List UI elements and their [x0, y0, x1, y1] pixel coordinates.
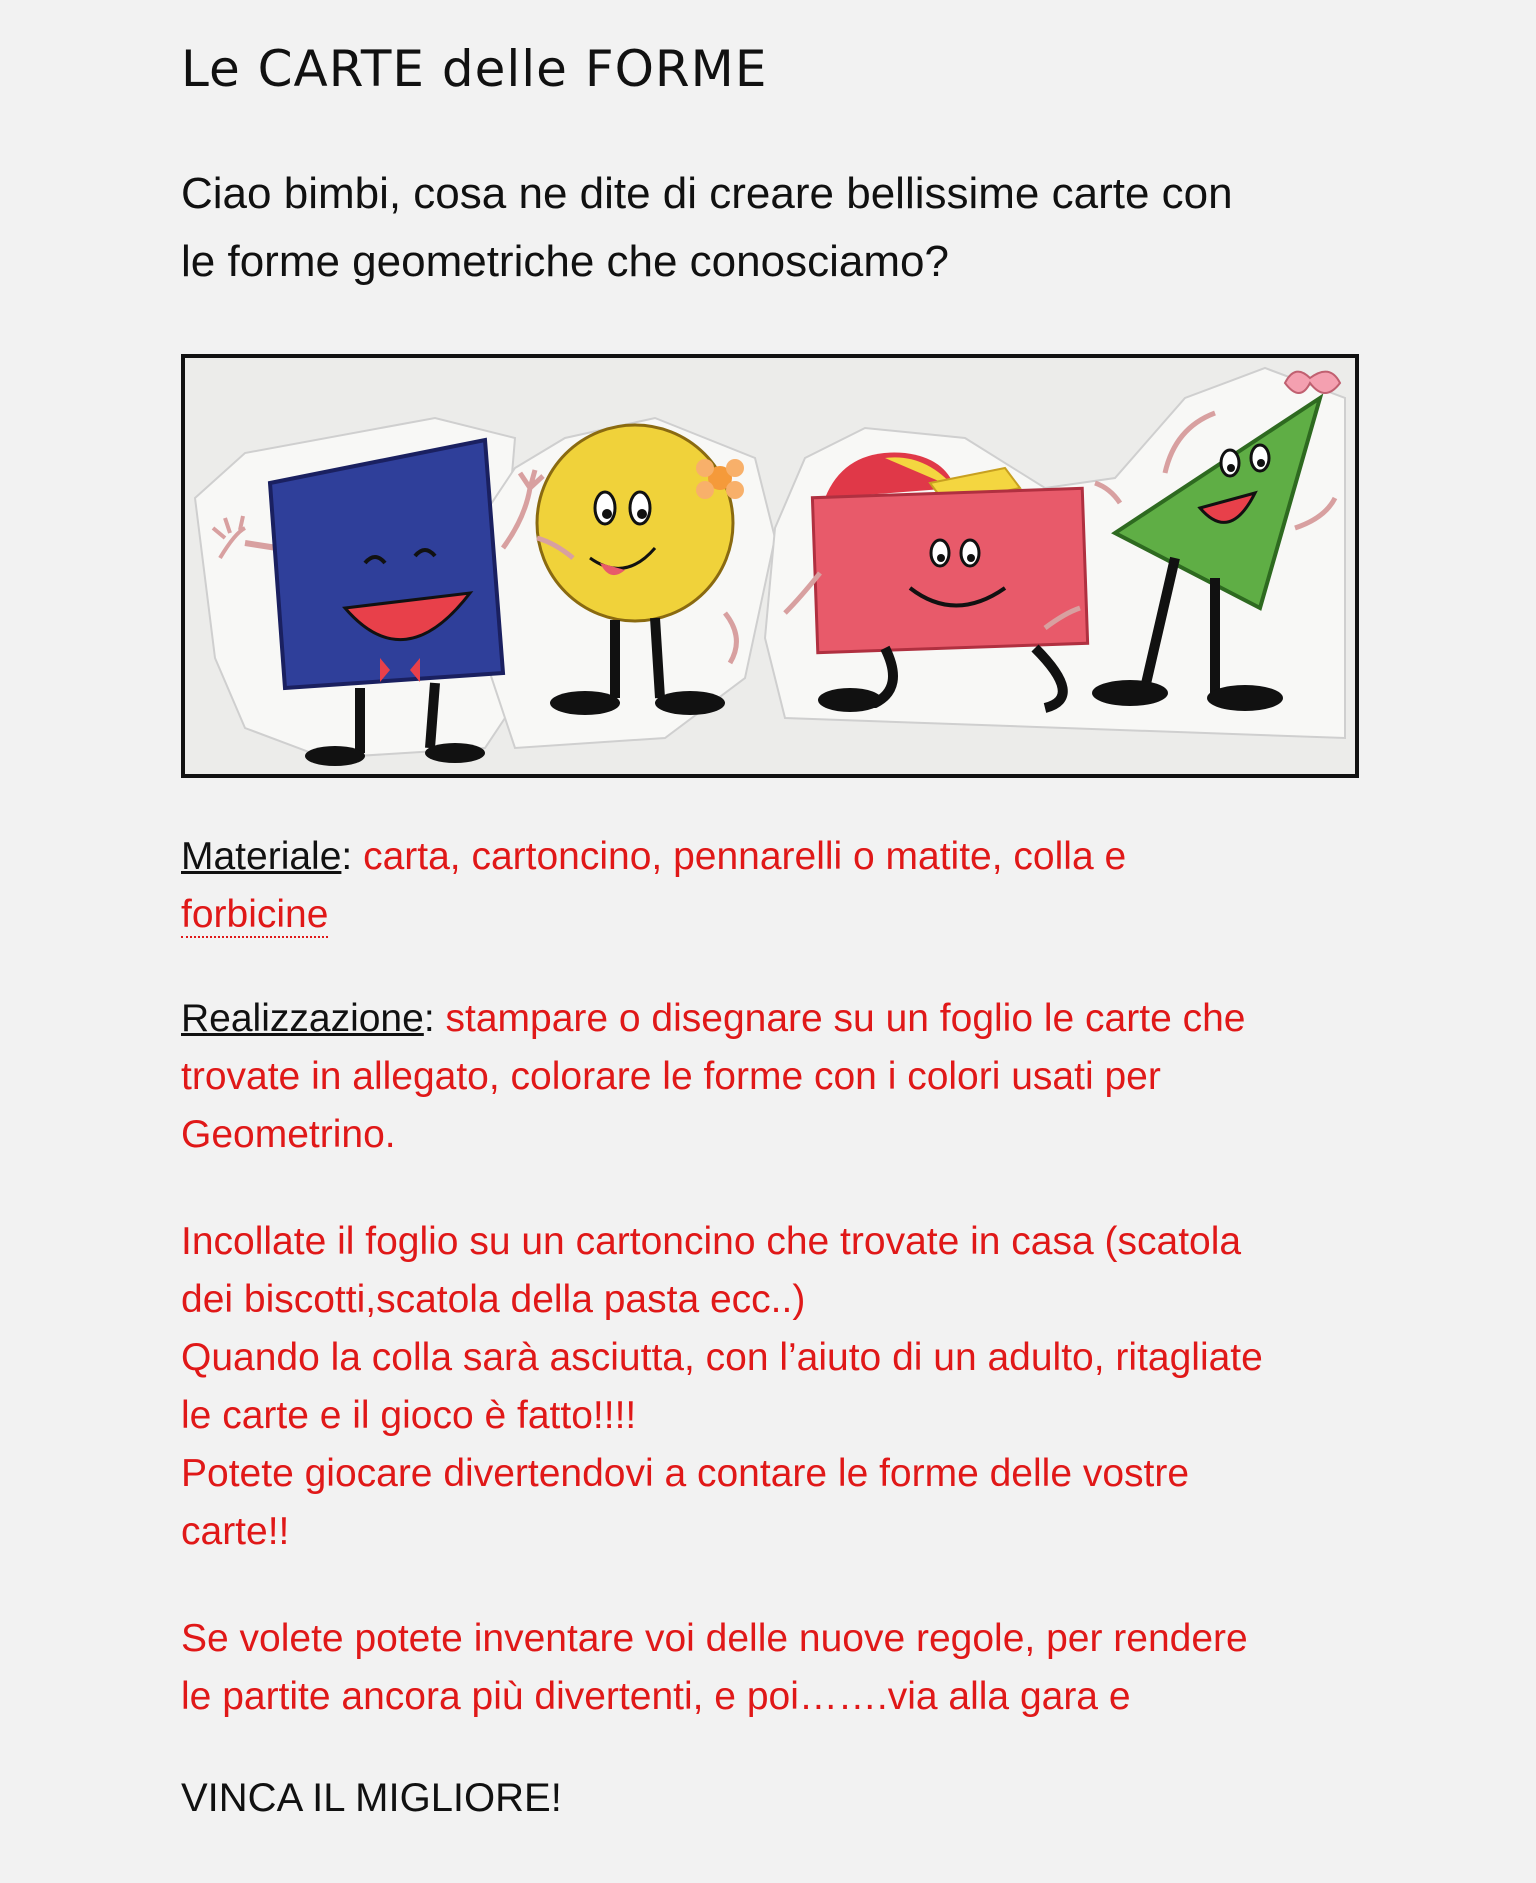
intro-paragraph	[181, 160, 1361, 296]
istruzioni-line-2: dei biscotti,scatola della pasta ecc..)	[181, 1278, 806, 1321]
regole-line-1: Se volete potete inventare voi delle nuove regole, per rendere	[181, 1617, 1248, 1660]
istruzioni-line-4: le carte e il gioco è fatto!!!!	[181, 1394, 637, 1437]
materiale-text-2: forbicine	[181, 893, 329, 936]
intro-line-1: Ciao bimbi, cosa ne dite di creare bellissime carte con	[181, 169, 1233, 218]
final-line: VINCA IL MIGLIORE!	[181, 1776, 562, 1820]
materiale-label: Materiale	[181, 835, 342, 878]
shapes-illustration	[181, 354, 1359, 778]
realizzazione-text-2: trovate in allegato, colorare le forme con i colori usati per	[181, 1055, 1161, 1098]
istruzioni-line-5: Potete giocare divertendovi a contare le forme delle vostre	[181, 1452, 1190, 1495]
realizzazione-colon: :	[423, 997, 435, 1040]
realizzazione-label: Realizzazione	[181, 997, 424, 1040]
istruzioni-paragraph	[181, 1213, 1361, 1561]
materiale-colon: :	[341, 835, 353, 878]
materiale-paragraph	[181, 828, 1361, 944]
regole-line-2: le partite ancora più divertenti, e poi…….via alla gara e	[181, 1675, 1131, 1718]
page-title: Le CARTE delle FORME	[181, 40, 768, 98]
materiale-text-1: carta, cartoncino, pennarelli o matite, colla e	[352, 835, 1127, 878]
realizzazione-text-3: Geometrino.	[181, 1113, 396, 1156]
intro-line-2: le forme geometriche che conosciamo?	[181, 237, 949, 286]
istruzioni-line-6: carte!!	[181, 1510, 290, 1553]
regole-paragraph	[181, 1610, 1361, 1726]
istruzioni-line-3: Quando la colla sarà asciutta, con l’aiuto di un adulto, ritagliate	[181, 1336, 1263, 1379]
realizzazione-text-1: stampare o disegnare su un foglio le carte che	[434, 997, 1246, 1040]
istruzioni-line-1: Incollate il foglio su un cartoncino che trovate in casa (scatola	[181, 1220, 1242, 1263]
realizzazione-paragraph	[181, 990, 1361, 1164]
